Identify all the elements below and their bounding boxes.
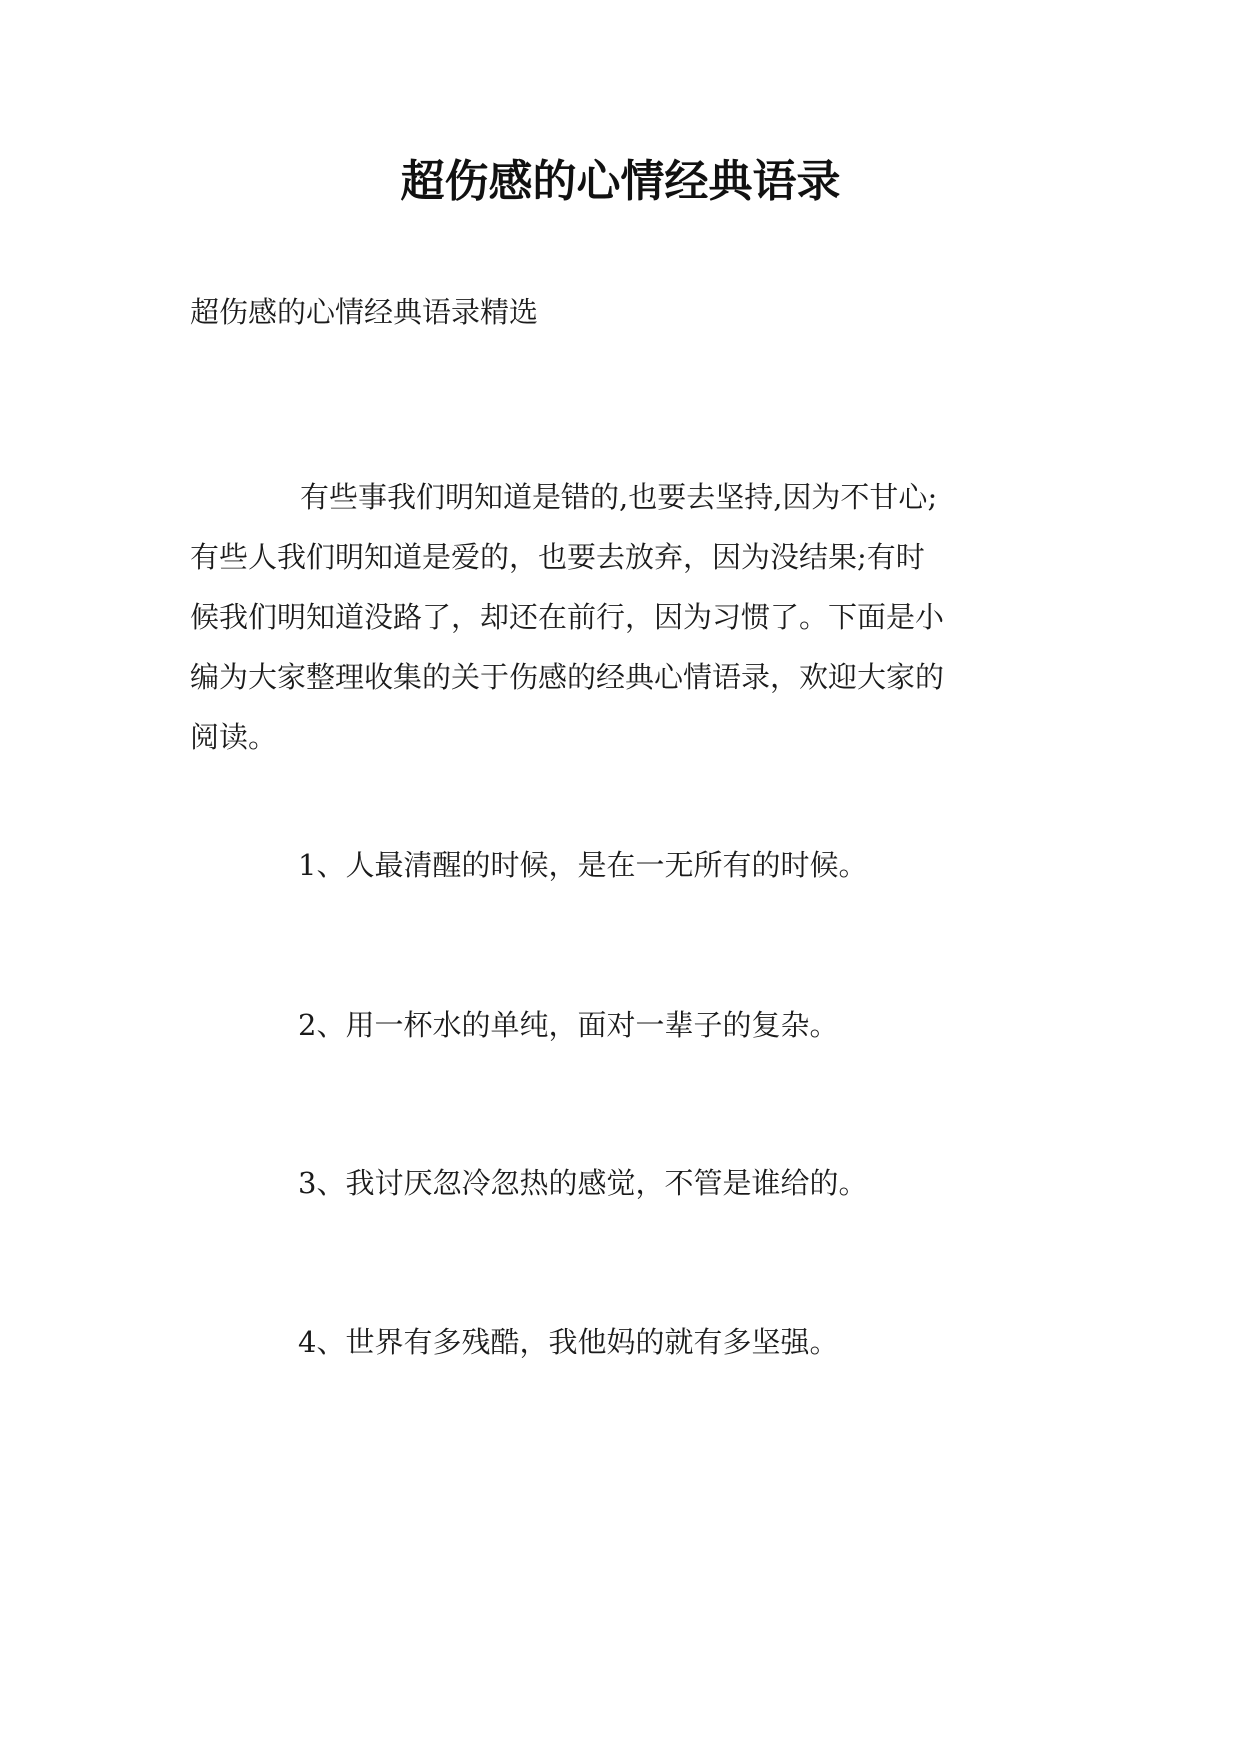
intro-line: 候我们明知道没路了，却还在前行，因为习惯了。下面是小 [190,600,945,634]
intro-line: 阅读。 [190,720,278,754]
intro-line: 编为大家整理收集的关于伤感的经典心情语录，欢迎大家的 [190,660,945,694]
document-subtitle: 超伤感的心情经典语录精选 [190,295,539,329]
quote-item: 3、我讨厌忽冷忽热的感觉，不管是谁给的。 [298,1166,868,1200]
intro-paragraph [190,467,1060,767]
quote-item: 1、人最清醒的时候，是在一无所有的时候。 [298,848,868,882]
quote-item: 2、用一杯水的单纯，面对一辈子的复杂。 [298,1008,839,1042]
page-title: 超伤感的心情经典语录 [400,156,841,207]
quote-item: 4、世界有多残酷，我他妈的就有多坚强。 [298,1325,839,1359]
intro-line: 有些事我们明知道是错的,也要去坚持,因为不甘心; [300,480,938,514]
intro-line: 有些人我们明知道是爱的，也要去放弃，因为没结果;有时 [190,540,925,574]
